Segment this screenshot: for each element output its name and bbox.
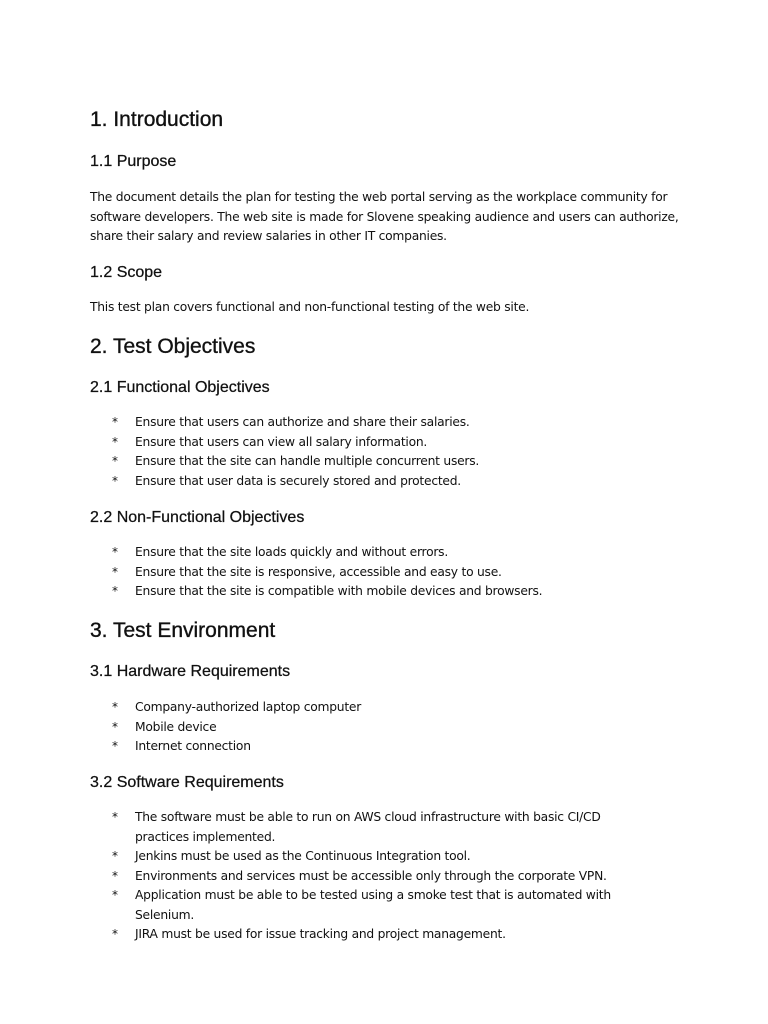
section-heading-test-environment: 3. Test Environment [90,619,276,642]
bullet-icon: * [112,473,118,488]
bullet-icon: * [112,564,118,579]
subsection-heading-software-requirements: 3.2 Software Requirements [90,774,284,791]
hardware-requirements-list [90,698,690,757]
list-item-text: Ensure that the site can handle multiple concurrent users. [135,454,480,468]
list-item [90,452,655,472]
list-item [90,582,655,602]
bullet-icon: * [112,545,118,559]
bullet-icon: * [112,434,118,449]
bullet-icon: * [112,719,118,734]
list-item [90,886,655,925]
list-item [90,413,655,433]
scope-paragraph: This test plan covers functional and non-functional testing of the web site. [90,300,530,314]
list-item [90,867,655,887]
list-item [90,563,655,583]
functional-objectives-list [90,413,690,491]
list-item [90,718,655,738]
software-requirements-list [90,808,690,945]
nonfunctional-objectives-list [90,543,690,602]
list-item [90,472,655,492]
bullet-icon: * [112,415,118,429]
bullet-icon: * [112,868,118,883]
list-item [90,543,655,563]
bullet-icon: * [112,584,118,598]
list-item-text: The software must be able to run on AWS cloud infrastructure with basic CI/CD practices implemented. [135,810,601,844]
list-item [90,433,655,453]
list-item-text: Ensure that the site is responsive, accessible and easy to use. [135,564,502,579]
list-item [90,737,655,757]
section-heading-introduction: 1. Introduction [90,108,224,131]
subsection-heading-hardware-requirements: 3.1 Hardware Requirements [90,663,291,680]
list-item-text: Application must be able to be tested using a smoke test that is automated with Selenium. [135,888,611,922]
list-item-text: Environments and services must be accessible only through the corporate VPN. [135,868,607,883]
list-item [90,808,655,847]
bullet-icon: * [112,454,118,468]
bullet-icon: * [112,849,118,863]
list-item-text: Ensure that user data is securely stored and protected. [135,473,461,488]
list-item [90,698,655,718]
bullet-icon: * [112,888,118,902]
subsection-heading-nonfunctional-objectives: 2.2 Non-Functional Objectives [90,509,305,526]
list-item-text: Ensure that users can authorize and share their salaries. [135,415,470,429]
list-item-text: JIRA must be used for issue tracking and project management. [135,927,506,941]
list-item [90,925,655,945]
purpose-paragraph: The document details the plan for testing the web portal serving as the workplace community for software developers. The web site is made for Slovene speaking audience and users can authorize, share their salary and review salaries in other IT companies. [90,190,679,243]
subsection-heading-purpose: 1.1 Purpose [90,153,177,170]
subsection-heading-scope: 1.2 Scope [90,264,163,281]
bullet-icon: * [112,700,118,714]
list-item-text: Company-authorized laptop computer [135,700,362,714]
list-item-text: Jenkins must be used as the Continuous Integration tool. [135,849,471,863]
list-item-text: Mobile device [135,719,217,734]
bullet-icon: * [112,739,118,753]
list-item-text: Ensure that the site is compatible with mobile devices and browsers. [135,584,543,598]
list-item-text: Ensure that users can view all salary information. [135,434,428,449]
list-item [90,847,655,867]
subsection-heading-functional-objectives: 2.1 Functional Objectives [90,379,270,396]
list-item-text: Ensure that the site loads quickly and without errors. [135,545,448,559]
bullet-icon: * [112,927,118,941]
section-heading-test-objectives: 2. Test Objectives [90,335,256,358]
bullet-icon: * [112,810,118,824]
list-item-text: Internet connection [135,739,251,753]
